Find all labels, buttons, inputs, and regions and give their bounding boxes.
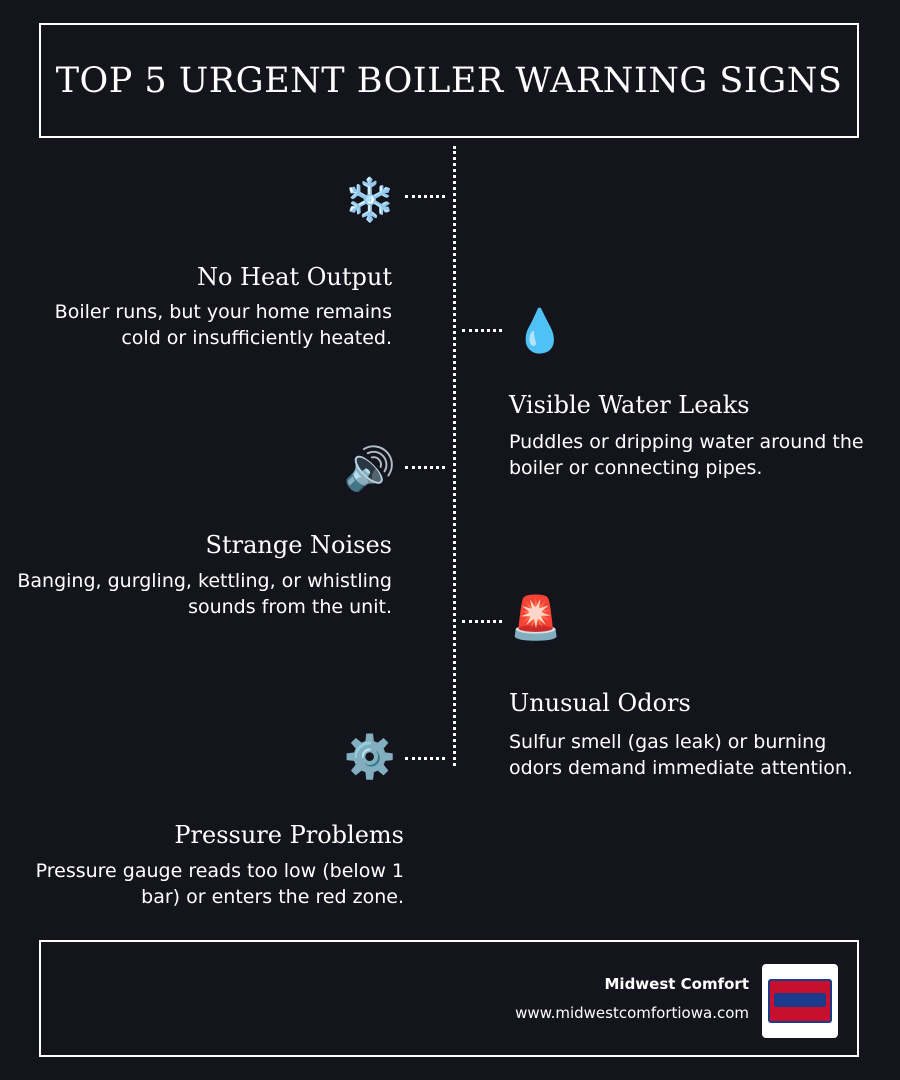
item-description: Boiler runs, but your home remains cold or insufficiently heated. — [54, 301, 392, 349]
timeline-connector — [405, 757, 445, 760]
item-description: Pressure gauge reads too low (below 1 bar) or enters the red zone. — [35, 860, 404, 908]
page-title: TOP 5 URGENT BOILER WARNING SIGNS — [55, 60, 843, 101]
logo-stripe — [774, 993, 826, 1007]
footer-url-link[interactable]: www.midwestcomfortiowa.com — [515, 1004, 749, 1022]
item-title: Strange Noises — [205, 531, 392, 559]
header-box — [39, 23, 859, 138]
snowflake-icon: ❄️ — [343, 175, 397, 224]
item-title: Unusual Odors — [509, 689, 691, 717]
timeline-connector — [405, 195, 445, 198]
item-title: Pressure Problems — [174, 821, 404, 849]
company-logo — [762, 964, 838, 1038]
logo-mark — [768, 979, 832, 1023]
footer-box — [39, 940, 859, 1057]
timeline-connector — [405, 466, 445, 469]
droplet-icon: 💧 — [513, 306, 567, 355]
item-title: No Heat Output — [196, 263, 392, 291]
speaker-icon: 🔊 — [343, 444, 397, 493]
item-description: Sulfur smell (gas leak) or burning odors demand immediate attention. — [509, 731, 853, 779]
siren-icon: 🚨 — [509, 593, 563, 642]
timeline-connector — [462, 329, 502, 332]
item-title: Visible Water Leaks — [509, 391, 750, 419]
gear-icon: ⚙️ — [343, 732, 397, 781]
timeline-line — [453, 146, 456, 766]
item-description: Puddles or dripping water around the boiler or connecting pipes. — [509, 431, 864, 479]
footer-brand-name: Midwest Comfort — [604, 975, 749, 993]
timeline-connector — [462, 620, 502, 623]
item-description: Banging, gurgling, kettling, or whistling sounds from the unit. — [17, 570, 392, 618]
